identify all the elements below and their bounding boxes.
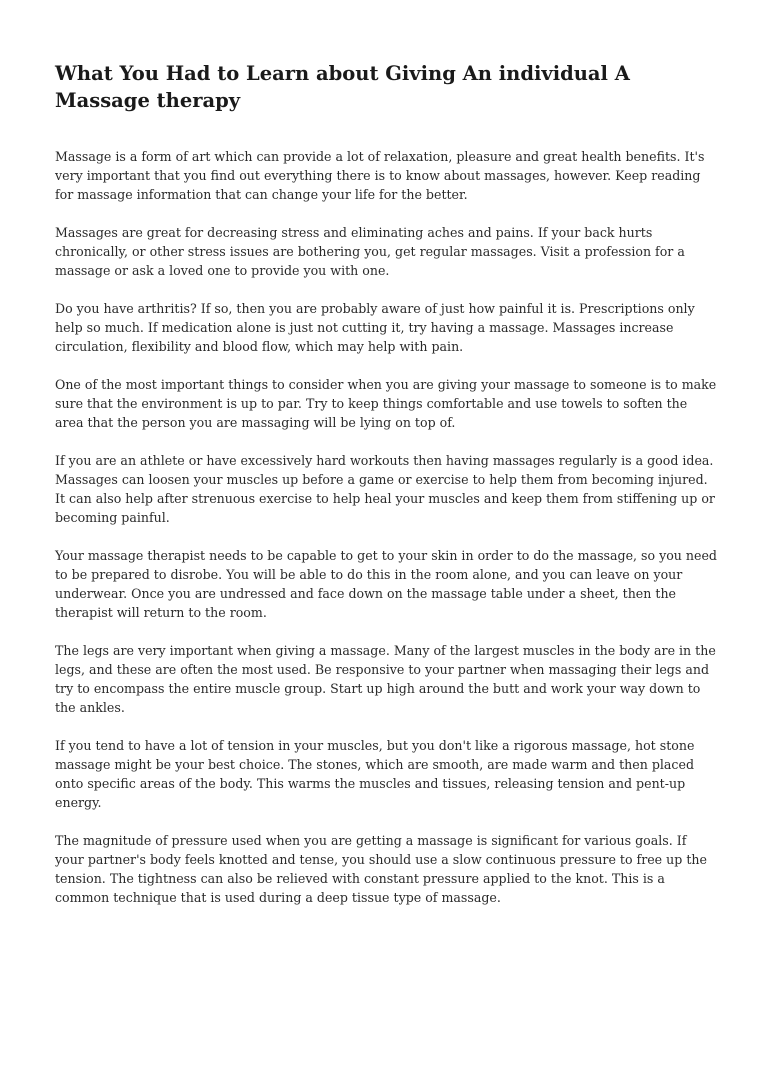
paragraph-6: Your massage therapist needs to be capable to get to your skin in order to do the massage, so you need to be prepared to disrobe. You will be able to do this in the room alone, and you can leave on your underwear. Once you are undressed and face down on the massage table under a sheet, then the therapist will return to the room.: [55, 548, 717, 620]
paragraph-8: If you tend to have a lot of tension in your muscles, but you don't like a rigorous massage, hot stone massage might be your best choice. The stones, which are smooth, are made warm and then placed onto specific areas of the body. This warms the muscles and tissues, releasing tension and pent-up energy.: [55, 738, 695, 810]
paragraph-7: The legs are very important when giving a massage. Many of the largest muscles in the body are in the legs, and these are often the most used. Be responsive to your partner when massaging their legs and try to encompass the entire muscle group. Start up high around the butt and work your way down to the ankles.: [55, 643, 716, 715]
paragraph-4: One of the most important things to consider when you are giving your massage to someone is to make sure that the environment is up to par. Try to keep things comfortable and use towels to soften the area that the person you are massaging will be lying on top of.: [55, 377, 717, 430]
paragraph-9: The magnitude of pressure used when you are getting a massage is significant for various goals. If your partner's body feels knotted and tense, you should use a slow continuous pressure to free up the tension. The tightness can also be relieved with constant pressure applied to the knot. This is a common technique that is used during a deep tissue type of massage.: [55, 833, 707, 905]
page-title: What You Had to Learn about Giving An individual A Massage therapy: [55, 62, 630, 112]
paragraph-2: Massages are great for decreasing stress and eliminating aches and pains. If your back hurts chronically, or other stress issues are bothering you, get regular massages. Visit a profession for a massage or ask a loved one to provide you with one.: [55, 225, 685, 278]
paragraph-1: Massage is a form of art which can provide a lot of relaxation, pleasure and great health benefits. It's very important that you find out everything there is to know about massages, however. Keep reading for massage information that can change your life for the better.: [55, 149, 705, 202]
document-page: [55, 60, 718, 926]
paragraph-3: Do you have arthritis? If so, then you are probably aware of just how painful it is. Prescriptions only help so much. If medication alone is just not cutting it, try having a massage. Massages increase circulation, flexibility and blood flow, which may help with pain.: [55, 301, 695, 354]
paragraph-5: If you are an athlete or have excessively hard workouts then having massages regularly is a good idea. Massages can loosen your muscles up before a game or exercise to help them from becoming injured. It can also help after strenuous exercise to help heal your muscles and keep them from stiffening up or becoming painful.: [55, 453, 715, 525]
